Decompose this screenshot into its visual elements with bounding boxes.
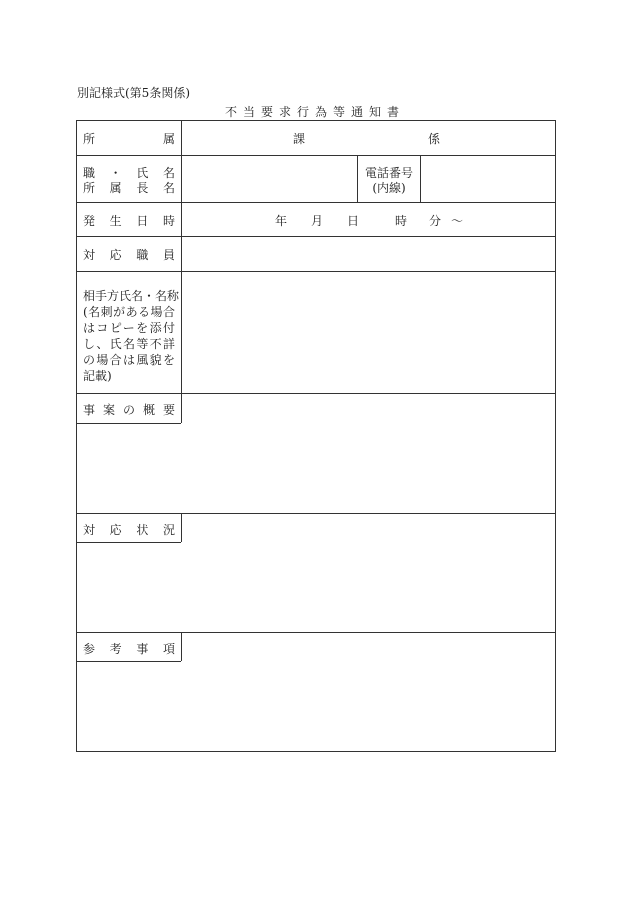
- month-unit: 月: [311, 214, 324, 228]
- year-unit: 年: [275, 214, 288, 228]
- subsection-unit-label: 係: [428, 132, 441, 146]
- row-divider: [77, 513, 555, 514]
- label-box-edge: [181, 632, 182, 661]
- hour-unit: 時: [395, 214, 408, 228]
- case-summary-label: 事案の概要: [83, 403, 175, 417]
- label-box-edge: [181, 513, 182, 542]
- document-title: 不当要求行為等通知書: [224, 105, 405, 119]
- notification-form: [76, 120, 556, 752]
- form-reference: 別記様式(第5条関係): [77, 86, 190, 100]
- range-mark: 〜: [451, 214, 464, 228]
- section-unit-label: 課: [293, 132, 306, 146]
- row-divider: [77, 155, 555, 156]
- staff-name-label: 職・氏名: [83, 166, 175, 180]
- counterpart-label-note: (名刺がある場合はコピーを添付し、氏名等不詳の場合は風貌を記載): [83, 305, 175, 383]
- phone-label: 電話番号: [364, 166, 413, 180]
- phone-value-divider: [420, 155, 421, 202]
- occurrence-datetime-label: 発生日時: [83, 214, 175, 228]
- row-divider: [77, 632, 555, 633]
- day-unit: 日: [347, 214, 360, 228]
- response-status-label: 対応状況: [83, 523, 175, 537]
- extension-label: (内線): [372, 181, 406, 195]
- label-column-divider: [181, 121, 182, 393]
- label-box-edge: [181, 393, 182, 423]
- label-box-edge: [77, 661, 181, 662]
- label-box-edge: [77, 542, 181, 543]
- counterpart-label-line: 相手方氏名・名称: [83, 289, 180, 303]
- manager-name-label: 所属長名: [83, 181, 175, 195]
- counterpart-label: [83, 288, 180, 384]
- label-box-edge: [77, 423, 181, 424]
- row-divider: [77, 393, 555, 394]
- row-divider: [77, 202, 555, 203]
- responding-staff-label: 対応職員: [83, 248, 175, 262]
- row-divider: [77, 236, 555, 237]
- minute-unit: 分: [429, 214, 442, 228]
- affiliation-label: 所 属: [83, 132, 175, 146]
- remarks-label: 参考事項: [83, 642, 175, 656]
- row-divider: [77, 271, 555, 272]
